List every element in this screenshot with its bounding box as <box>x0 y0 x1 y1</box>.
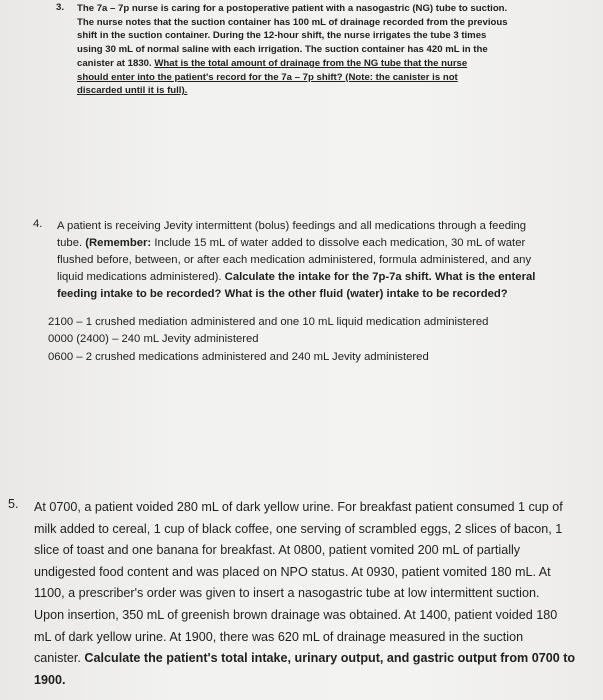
q5-line-text: 1100, a prescriber's order was given to insert a nasogastric tube at low intermittent suction. <box>34 586 540 601</box>
q4-line <box>57 286 577 303</box>
q3-question-text: discarded until it is full). <box>77 85 188 97</box>
q3-line <box>77 71 547 85</box>
q5-line <box>34 670 599 692</box>
q4-line-text: Include 15 mL of water added to dissolve each medication, 30 mL of water <box>151 236 526 249</box>
q5-line-text: Upon insertion, 350 mL of greenish brown drainage was obtained. At 1400, patient voided 180 <box>34 607 558 622</box>
q4-line-text: tube. <box>57 236 86 249</box>
q5-question-text: Calculate the patient's total intake, urinary output, and gastric output from 0700 to <box>84 651 576 666</box>
question-5-number: 5. <box>8 497 19 511</box>
q3-line-text: The nurse notes that the suction container has 100 mL of drainage recorded from the previous <box>77 16 508 28</box>
q3-line <box>77 57 547 71</box>
q3-question-text: should enter into the patient's record for the 7a – 7p shift? (Note: the canister is not <box>77 71 458 83</box>
question-5 <box>34 497 599 691</box>
q3-line-text: The 7a – 7p nurse is caring for a postoperative patient with a nasogastric (NG) tube to suction. <box>77 3 508 14</box>
q4-medication-list <box>48 314 488 366</box>
q5-line <box>34 583 599 605</box>
q5-line <box>34 540 599 562</box>
q4-line <box>57 218 577 235</box>
q4-list-item: 2100 – 1 crushed mediation administered and one 10 mL liquid medication administered <box>48 316 489 328</box>
q5-line <box>34 562 599 584</box>
q5-line <box>34 605 599 627</box>
q5-line <box>34 497 599 519</box>
q5-line <box>34 648 599 670</box>
question-3-number: 3. <box>56 2 65 13</box>
q3-line-text: using 30 mL of normal saline with each irrigation. The suction container has 420 mL in the <box>77 44 488 56</box>
q5-line <box>34 519 599 541</box>
q5-line-text: undigested food content and was placed on NPO status. At 0930, patient vomited 180 mL. At <box>34 564 551 579</box>
q4-line <box>57 269 577 286</box>
q4-line <box>57 235 577 252</box>
q3-line <box>77 16 547 30</box>
q3-line <box>77 2 547 16</box>
question-3 <box>77 2 547 98</box>
q3-line <box>77 43 547 57</box>
q5-line-text: milk added to cereal, 1 cup of black coffee, one serving of scrambled eggs, 2 slices of bacon, 1 <box>34 521 563 536</box>
question-4-number: 4. <box>33 218 43 230</box>
q4-line-text: flushed before, between, or after each medication administered, formula administered, and any <box>57 253 532 266</box>
q3-line <box>77 84 547 98</box>
q5-line-text: slice of toast and one banana for breakfast. At 0800, patient vomited 200 mL of partially <box>34 543 521 558</box>
q4-list-item: 0600 – 2 crushed medications administered and 240 mL Jevity administered <box>48 350 429 363</box>
question-4 <box>57 218 577 303</box>
q4-remember-label: (Remember: <box>85 236 152 249</box>
q5-line-text: canister. <box>34 651 85 666</box>
q4-line-text: liquid medications administered). <box>57 270 225 283</box>
q4-line <box>57 252 577 269</box>
q4-question-text: feeding intake to be recorded? What is the other fluid (water) intake to be recorded? <box>57 287 508 300</box>
q5-line-text: mL of dark yellow urine. At 1900, there was 620 mL of drainage measured in the suction <box>34 629 524 644</box>
q4-list-item: 0000 (2400) – 240 mL Jevity administered <box>48 333 259 346</box>
q3-line-text: canister at 1830. <box>77 57 155 69</box>
q5-question-text: 1900. <box>34 672 66 687</box>
q3-question-text: What is the total amount of drainage from the NG tube that the nurse <box>154 57 468 69</box>
q5-line <box>34 627 599 649</box>
q5-line-text: At 0700, a patient voided 280 mL of dark yellow urine. For breakfast patient consumed 1 cup of <box>34 500 563 514</box>
q3-line <box>77 29 547 43</box>
q4-question-text: Calculate the intake for the 7p-7a shift. What is the enteral <box>224 270 536 283</box>
q4-line-text: A patient is receiving Jevity intermittent (bolus) feedings and all medications through a feeding <box>57 220 527 232</box>
q3-line-text: shift in the suction container. During the 12-hour shift, the nurse irrigates the tube 3 times <box>77 30 487 42</box>
